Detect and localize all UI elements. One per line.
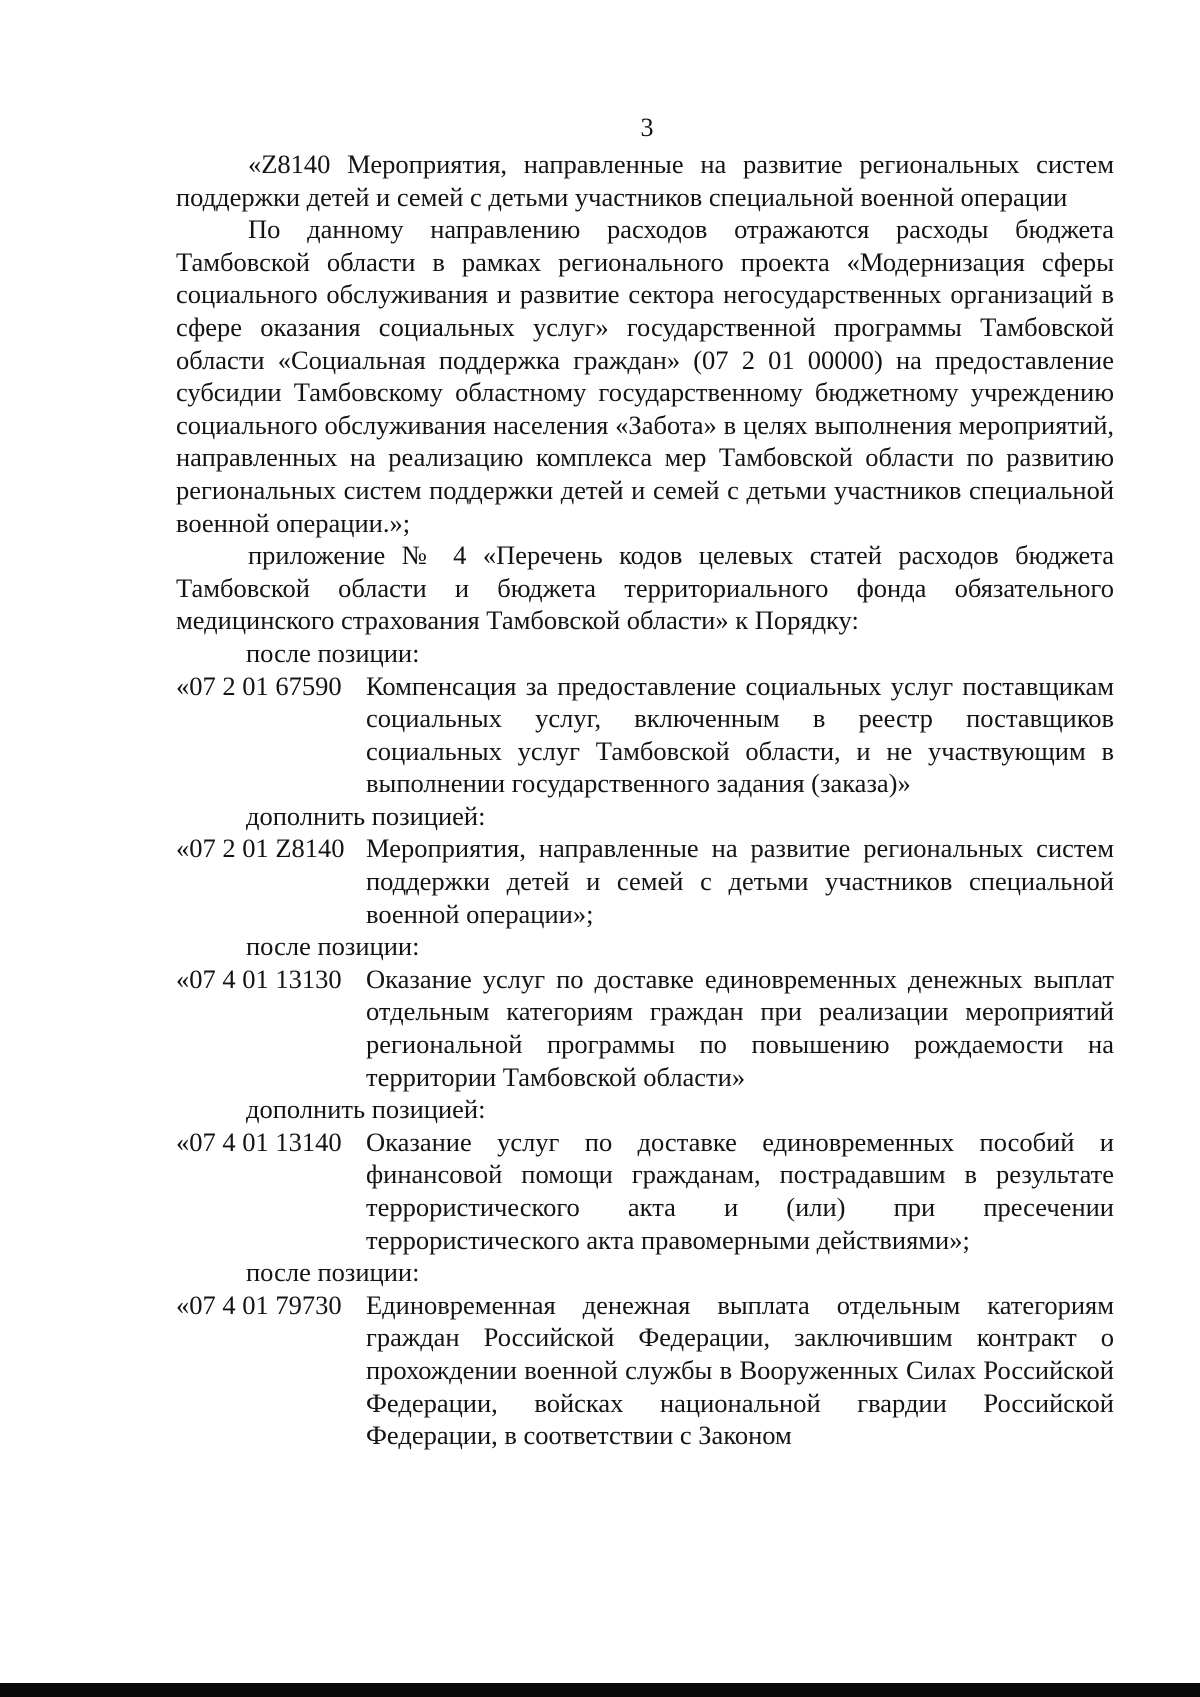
instruction-add-position: дополнить позицией: — [246, 1094, 486, 1125]
entry-text: Единовременная денежная выплата отдельным категориям граждан Российской Федерации, заключившим контракт о прохождении военной службы в Вооруженных Силах Российской Федерации, войсках национальной гвардии Российской Федерации, в соответствии с Законом — [366, 1289, 1114, 1451]
entry-code: «07 4 01 79730 — [176, 1289, 342, 1320]
paragraph-appendix: приложение № 4 «Перечень кодов целевых статей расходов бюджета Тамбовской области и бюджета территориального фонда обязательного медицинского страхования Тамбовской области» к Порядку: — [176, 540, 1114, 636]
instruction-after-position: после позиции: — [246, 931, 420, 962]
code-entry — [176, 670, 1114, 800]
entry-text: Оказание услуг по доставке единовременных пособий и финансовой помощи гражданам, пострадавшим в результате террористического акта и (или) при пресечении террористического акта правомерными действиями»; — [366, 1126, 1114, 1255]
entry-text: Мероприятия, направленные на развитие региональных систем поддержки детей и семей с детьми участников специальной военной операции»; — [366, 833, 1114, 929]
scan-edge-bar — [0, 1683, 1200, 1697]
instruction-after-position: после позиции: — [246, 637, 420, 668]
code-entry — [176, 1126, 1114, 1256]
entry-code: «07 4 01 13130 — [176, 963, 342, 994]
entry-code: «07 2 01 67590 — [176, 670, 342, 701]
paragraph-description: По данному направлению расходов отражаются расходы бюджета Тамбовской области в рамках регионального проекта «Модернизация сферы социального обслуживания и развитие сектора негосударственных организаций в сфере оказания социальных услуг» государственной программы Тамбовской области «Социальная поддержка граждан» (07 2 01 00000) на предоставление субсидии Тамбовскому областному государственному бюджетному учреждению социального обслуживания населения «Забота» в целях выполнения мероприятий, направленных на реализацию комплекса мер Тамбовской области по развитию региональных систем поддержки детей и семей с детьми участников специальной военной операции.»; — [176, 214, 1114, 538]
entry-code: «07 4 01 13140 — [176, 1126, 342, 1157]
entry-text: Компенсация за предоставление социальных услуг поставщикам социальных услуг, включенным в реестр поставщиков социальных услуг Тамбовской области, и не участвующим в выполнении государственного задания (заказа)» — [366, 670, 1114, 799]
code-entry — [176, 963, 1114, 1093]
code-entry — [176, 832, 1114, 930]
page-number: 3 — [640, 113, 654, 142]
document-body — [176, 148, 1114, 1452]
code-entry — [176, 1289, 1114, 1452]
entry-code: «07 2 01 Z8140 — [176, 833, 345, 864]
instruction-add-position: дополнить позицией: — [246, 800, 486, 831]
entry-text: Оказание услуг по доставке единовременных денежных выплат отдельным категориям граждан при реализации мероприятий региональной программы по повышению рождаемости на территории Тамбовской области» — [366, 963, 1114, 1092]
instruction-after-position: после позиции: — [246, 1257, 420, 1288]
section-heading: «Z8140 Мероприятия, направленные на развитие региональных систем поддержки детей и семей с детьми участников специальной военной операции — [176, 149, 1114, 212]
